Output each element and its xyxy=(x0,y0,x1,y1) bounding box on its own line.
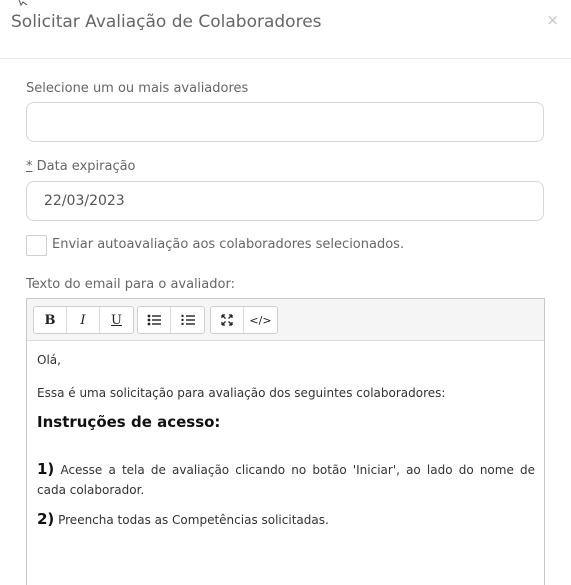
instructions-heading: Instruções de acesso: xyxy=(37,413,221,431)
expiration-label xyxy=(26,159,136,174)
greeting-text: Olá, xyxy=(37,353,61,367)
bullet-list-button[interactable] xyxy=(138,307,171,333)
numbered-list-icon xyxy=(181,314,195,326)
expiration-date-input[interactable] xyxy=(26,181,544,221)
step-text: Acesse a tela de avaliação clicando no botão 'Iniciar', ao lado do nome de cada colaborador. xyxy=(37,463,535,497)
numbered-list-button[interactable] xyxy=(171,307,204,333)
close-icon[interactable]: × xyxy=(546,11,559,29)
expiration-label-text: Data expiração xyxy=(32,159,136,174)
evaluators-label: Selecione um ou mais avaliadores xyxy=(26,81,249,96)
intro-text: Essa é uma solicitação para avaliação dos seguintes colaboradores: xyxy=(37,386,446,400)
modal-header xyxy=(0,0,571,59)
underline-button[interactable]: U xyxy=(111,312,122,328)
bold-button[interactable]: B xyxy=(34,307,67,333)
self-eval-label[interactable]: Enviar autoavaliação aos colaboradores selecionados. xyxy=(52,237,405,252)
evaluators-select[interactable] xyxy=(26,102,544,142)
email-text-label: Texto do email para o avaliador: xyxy=(26,277,235,292)
view-button-group xyxy=(210,306,278,334)
editor-toolbar xyxy=(27,299,544,341)
format-button-group xyxy=(33,306,134,334)
step-number: 1) xyxy=(37,460,55,478)
italic-button[interactable]: I xyxy=(67,307,100,333)
required-mark: * xyxy=(26,159,33,174)
code-view-button[interactable]: </> xyxy=(249,313,272,327)
bullet-list-icon xyxy=(147,314,161,326)
editor-content[interactable] xyxy=(37,351,535,539)
step-item xyxy=(37,509,535,530)
expiration-date-value: 22/03/2023 xyxy=(44,193,125,209)
modal-title: Solicitar Avaliação de Colaboradores xyxy=(11,12,322,32)
list-button-group xyxy=(137,306,205,334)
fullscreen-button[interactable] xyxy=(211,307,244,333)
fullscreen-icon xyxy=(221,314,233,326)
step-number: 2) xyxy=(37,510,55,528)
email-editor[interactable] xyxy=(26,298,545,585)
self-eval-checkbox[interactable] xyxy=(26,235,47,256)
step-text: Preencha todas as Competências solicitadas. xyxy=(54,513,329,527)
step-item xyxy=(37,459,535,500)
